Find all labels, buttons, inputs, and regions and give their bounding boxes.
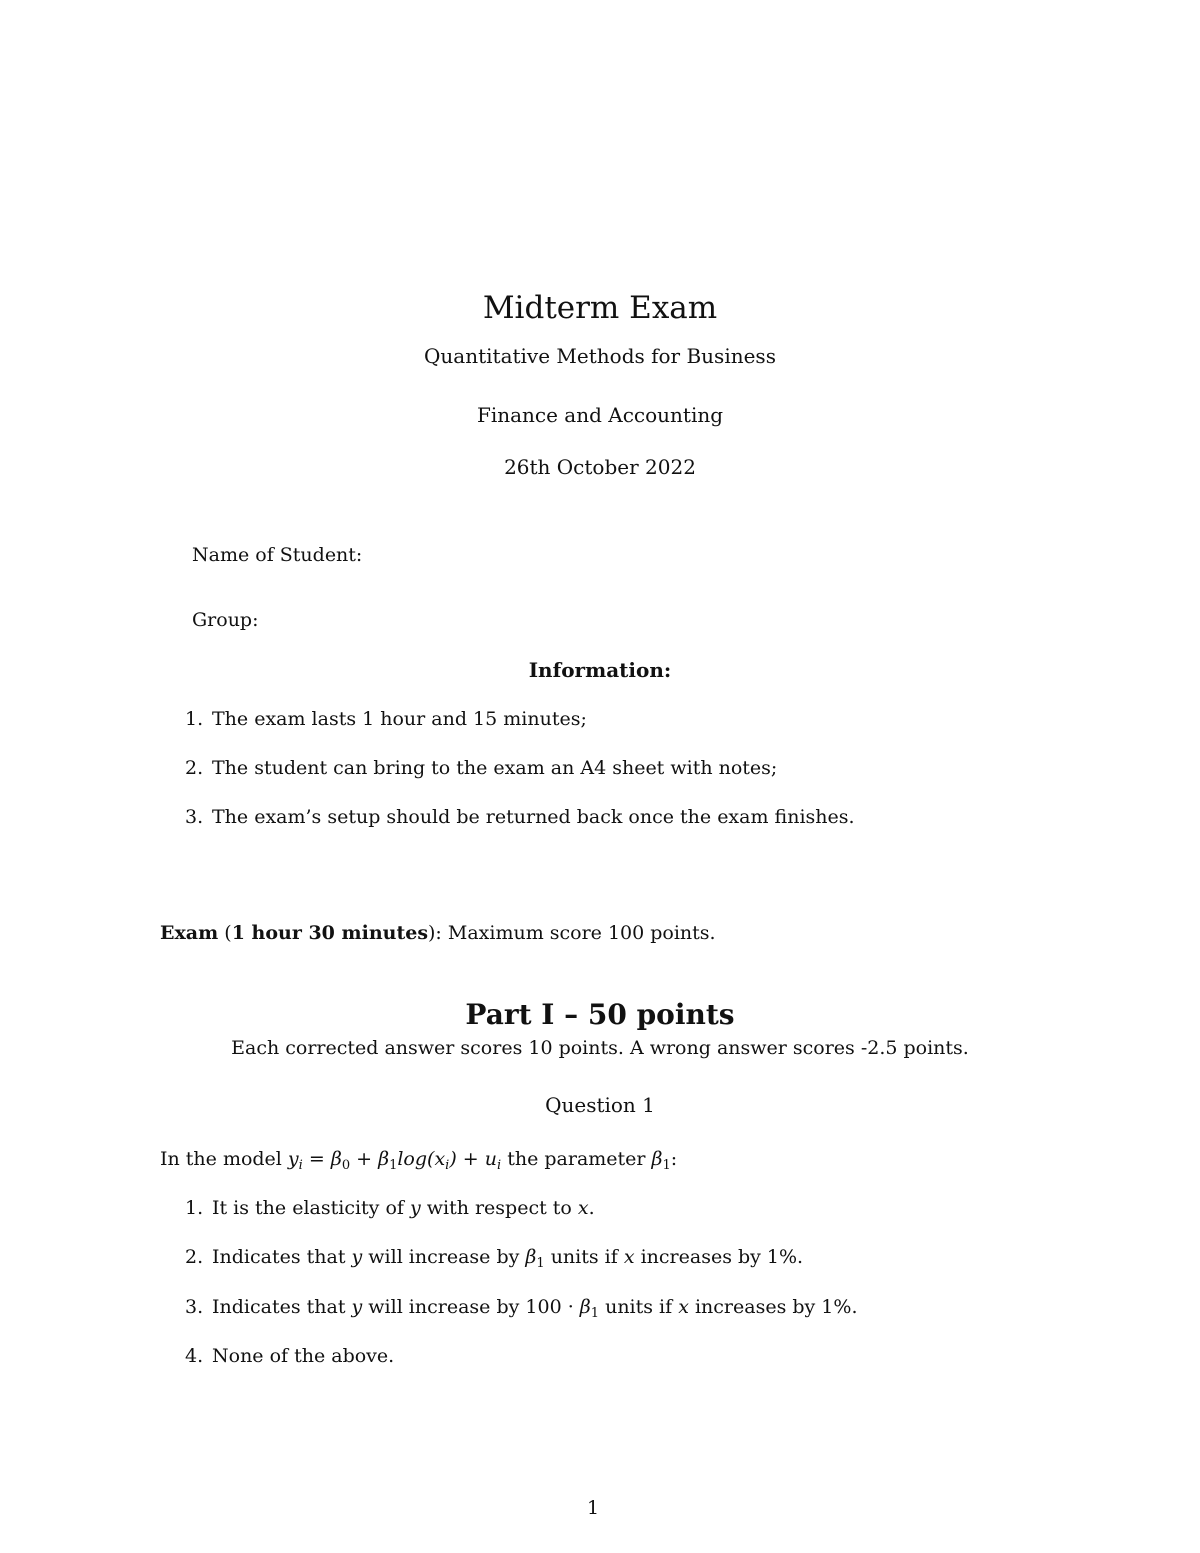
answer-option: [185, 1345, 394, 1367]
option-text: Indicates that y will increase by $100 \cdot \beta_1$ units if x increases by 1%.: [212, 1296, 858, 1321]
answer-option: [185, 1296, 858, 1321]
page-number: 1: [586, 1497, 600, 1519]
exam-label-paren: (: [218, 922, 232, 944]
list-item-text: The student can bring to the exam an A4 sheet with notes;: [212, 757, 778, 779]
list-item-text: The exam lasts 1 hour and 15 minutes;: [212, 708, 587, 730]
exam-label: Exam: [160, 922, 219, 944]
exam-date: 26th October 2022: [504, 455, 696, 479]
list-item-number: 1.: [185, 708, 204, 730]
option-number: 3.: [185, 1296, 204, 1318]
exam-duration-line: [160, 922, 716, 944]
option-text: Indicates that y will increase by $\beta_1$ units if x increases by 1%.: [212, 1246, 804, 1271]
list-item: [185, 757, 777, 779]
option-number: 1.: [185, 1197, 204, 1219]
program-name: Finance and Accounting: [476, 403, 724, 427]
exam-title: Midterm Exam: [482, 290, 718, 326]
list-item: [185, 806, 855, 828]
option-number: 4.: [185, 1345, 204, 1367]
option-text: It is the elasticity of y with respect to x.: [212, 1197, 595, 1219]
scoring-note: Each corrected answer scores 10 points. A wrong answer scores -2.5 points.: [231, 1037, 969, 1059]
answer-option: [185, 1197, 595, 1219]
question-stem: In the model $y_i = \beta_0 + \beta_1\log(x_i) + u_i$ the parameter $\beta_1$:: [160, 1148, 678, 1173]
list-item-text: The exam’s setup should be returned back once the exam finishes.: [212, 806, 855, 828]
information-heading: Information:: [528, 658, 672, 682]
list-item-number: 3.: [185, 806, 204, 828]
list-item: [185, 708, 587, 730]
exam-duration: 1 hour 30 minutes: [231, 922, 429, 944]
exam-max-score: ): Maximum score 100 points.: [428, 922, 716, 944]
list-item-number: 2.: [185, 757, 204, 779]
answer-option: [185, 1246, 803, 1271]
course-name: Quantitative Methods for Business: [424, 344, 776, 368]
student-name-field: Name of Student:: [192, 544, 363, 566]
parameter-symbol: $\beta_1$: [651, 1148, 671, 1173]
model-equation: $y_i = \beta_0 + \beta_1\log(x_i) + u_i$: [287, 1148, 502, 1173]
part-heading: Part I – 50 points: [465, 998, 735, 1031]
group-field: Group:: [192, 609, 259, 631]
stem-text: In the model: [160, 1148, 288, 1170]
option-number: 2.: [185, 1246, 204, 1268]
question-heading: Question 1: [545, 1093, 655, 1117]
option-text: None of the above.: [212, 1345, 395, 1367]
stem-text: the parameter: [501, 1148, 652, 1170]
